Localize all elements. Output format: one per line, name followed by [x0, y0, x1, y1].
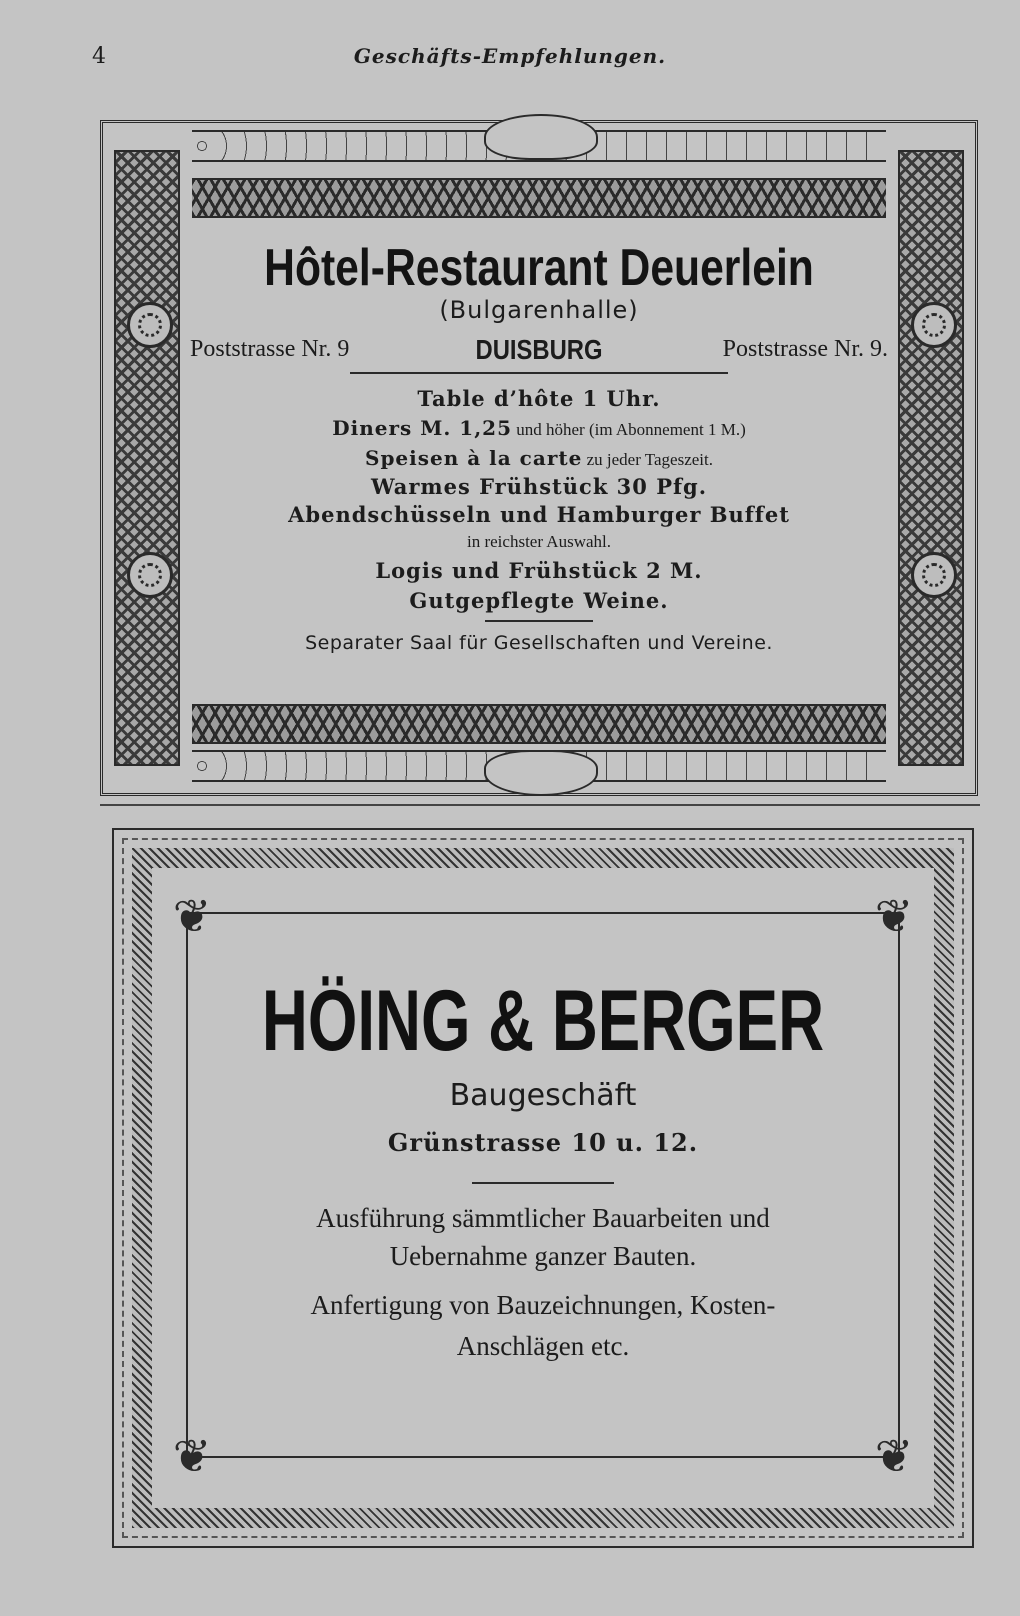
divider-rule: [472, 1182, 614, 1184]
bottom-pattern-band: [192, 704, 886, 744]
buffet-line: Abendschüsseln und Hamburger Buffet: [288, 502, 790, 527]
fleuron-ornament-icon: ❦: [172, 1429, 212, 1483]
shell-ornament-icon: [484, 750, 598, 796]
top-pattern-band: [192, 178, 886, 218]
a-la-carte-label: Speisen à la carte: [365, 446, 583, 470]
services-line-3: Anfertigung von Bauzeichnungen, Kosten-: [310, 1290, 776, 1320]
a-la-carte-note: zu jeder Tageszeit.: [582, 450, 713, 469]
selection-line: in reichster Auswahl.: [467, 532, 611, 551]
services-line-4: Anschlägen etc.: [456, 1331, 630, 1361]
hotel-name: Hôtel-Restaurant Deuerlein: [264, 239, 814, 297]
fleuron-ornament-icon: ❦: [172, 889, 212, 943]
divider-rule: [350, 372, 728, 374]
lodging-line: Logis und Frühstück 2 M.: [375, 558, 703, 583]
divider-rule: [485, 620, 593, 622]
breakfast-line: Warmes Frühstück 30 Pfg.: [370, 474, 708, 499]
wines-line: Gutgepflegte Weine.: [409, 588, 669, 613]
fleuron-ornament-icon: ❦: [874, 889, 914, 943]
shell-ornament-icon: [484, 114, 598, 160]
address-right: Poststrasse Nr. 9.: [722, 336, 888, 362]
diners-line: [100, 416, 978, 440]
services-line-2: Uebernahme ganzer Bauten.: [389, 1241, 697, 1271]
company-type: Baugeschäft: [449, 1078, 637, 1113]
a-la-carte-line: [100, 446, 978, 470]
running-head: Geschäfts-Empfehlungen.: [353, 44, 667, 68]
diners-price: Diners M. 1,25: [332, 416, 513, 440]
hall-line: Separater Saal für Gesellschaften und Vereine.: [305, 632, 773, 654]
construction-advertisement: [112, 828, 974, 1548]
page-number: 4: [92, 44, 106, 69]
hotel-subtitle: (Bulgarenhalle): [439, 296, 639, 324]
table-dhote-line: Table d’hôte 1 Uhr.: [417, 386, 661, 411]
company-address: Grünstrasse 10 u. 12.: [387, 1128, 699, 1157]
address-row: [190, 336, 888, 368]
section-divider: [100, 804, 980, 806]
hotel-advertisement: [100, 120, 978, 796]
diners-note: und höher (im Abonnement 1 M.): [512, 420, 746, 439]
fleuron-ornament-icon: ❦: [874, 1429, 914, 1483]
city-name: DUISBURG: [475, 334, 603, 365]
address-left: Poststrasse Nr. 9: [190, 336, 350, 362]
services-line-1: Ausführung sämmtlicher Bauarbeiten und: [316, 1203, 770, 1233]
company-name: HÖING & BERGER: [261, 973, 825, 1069]
